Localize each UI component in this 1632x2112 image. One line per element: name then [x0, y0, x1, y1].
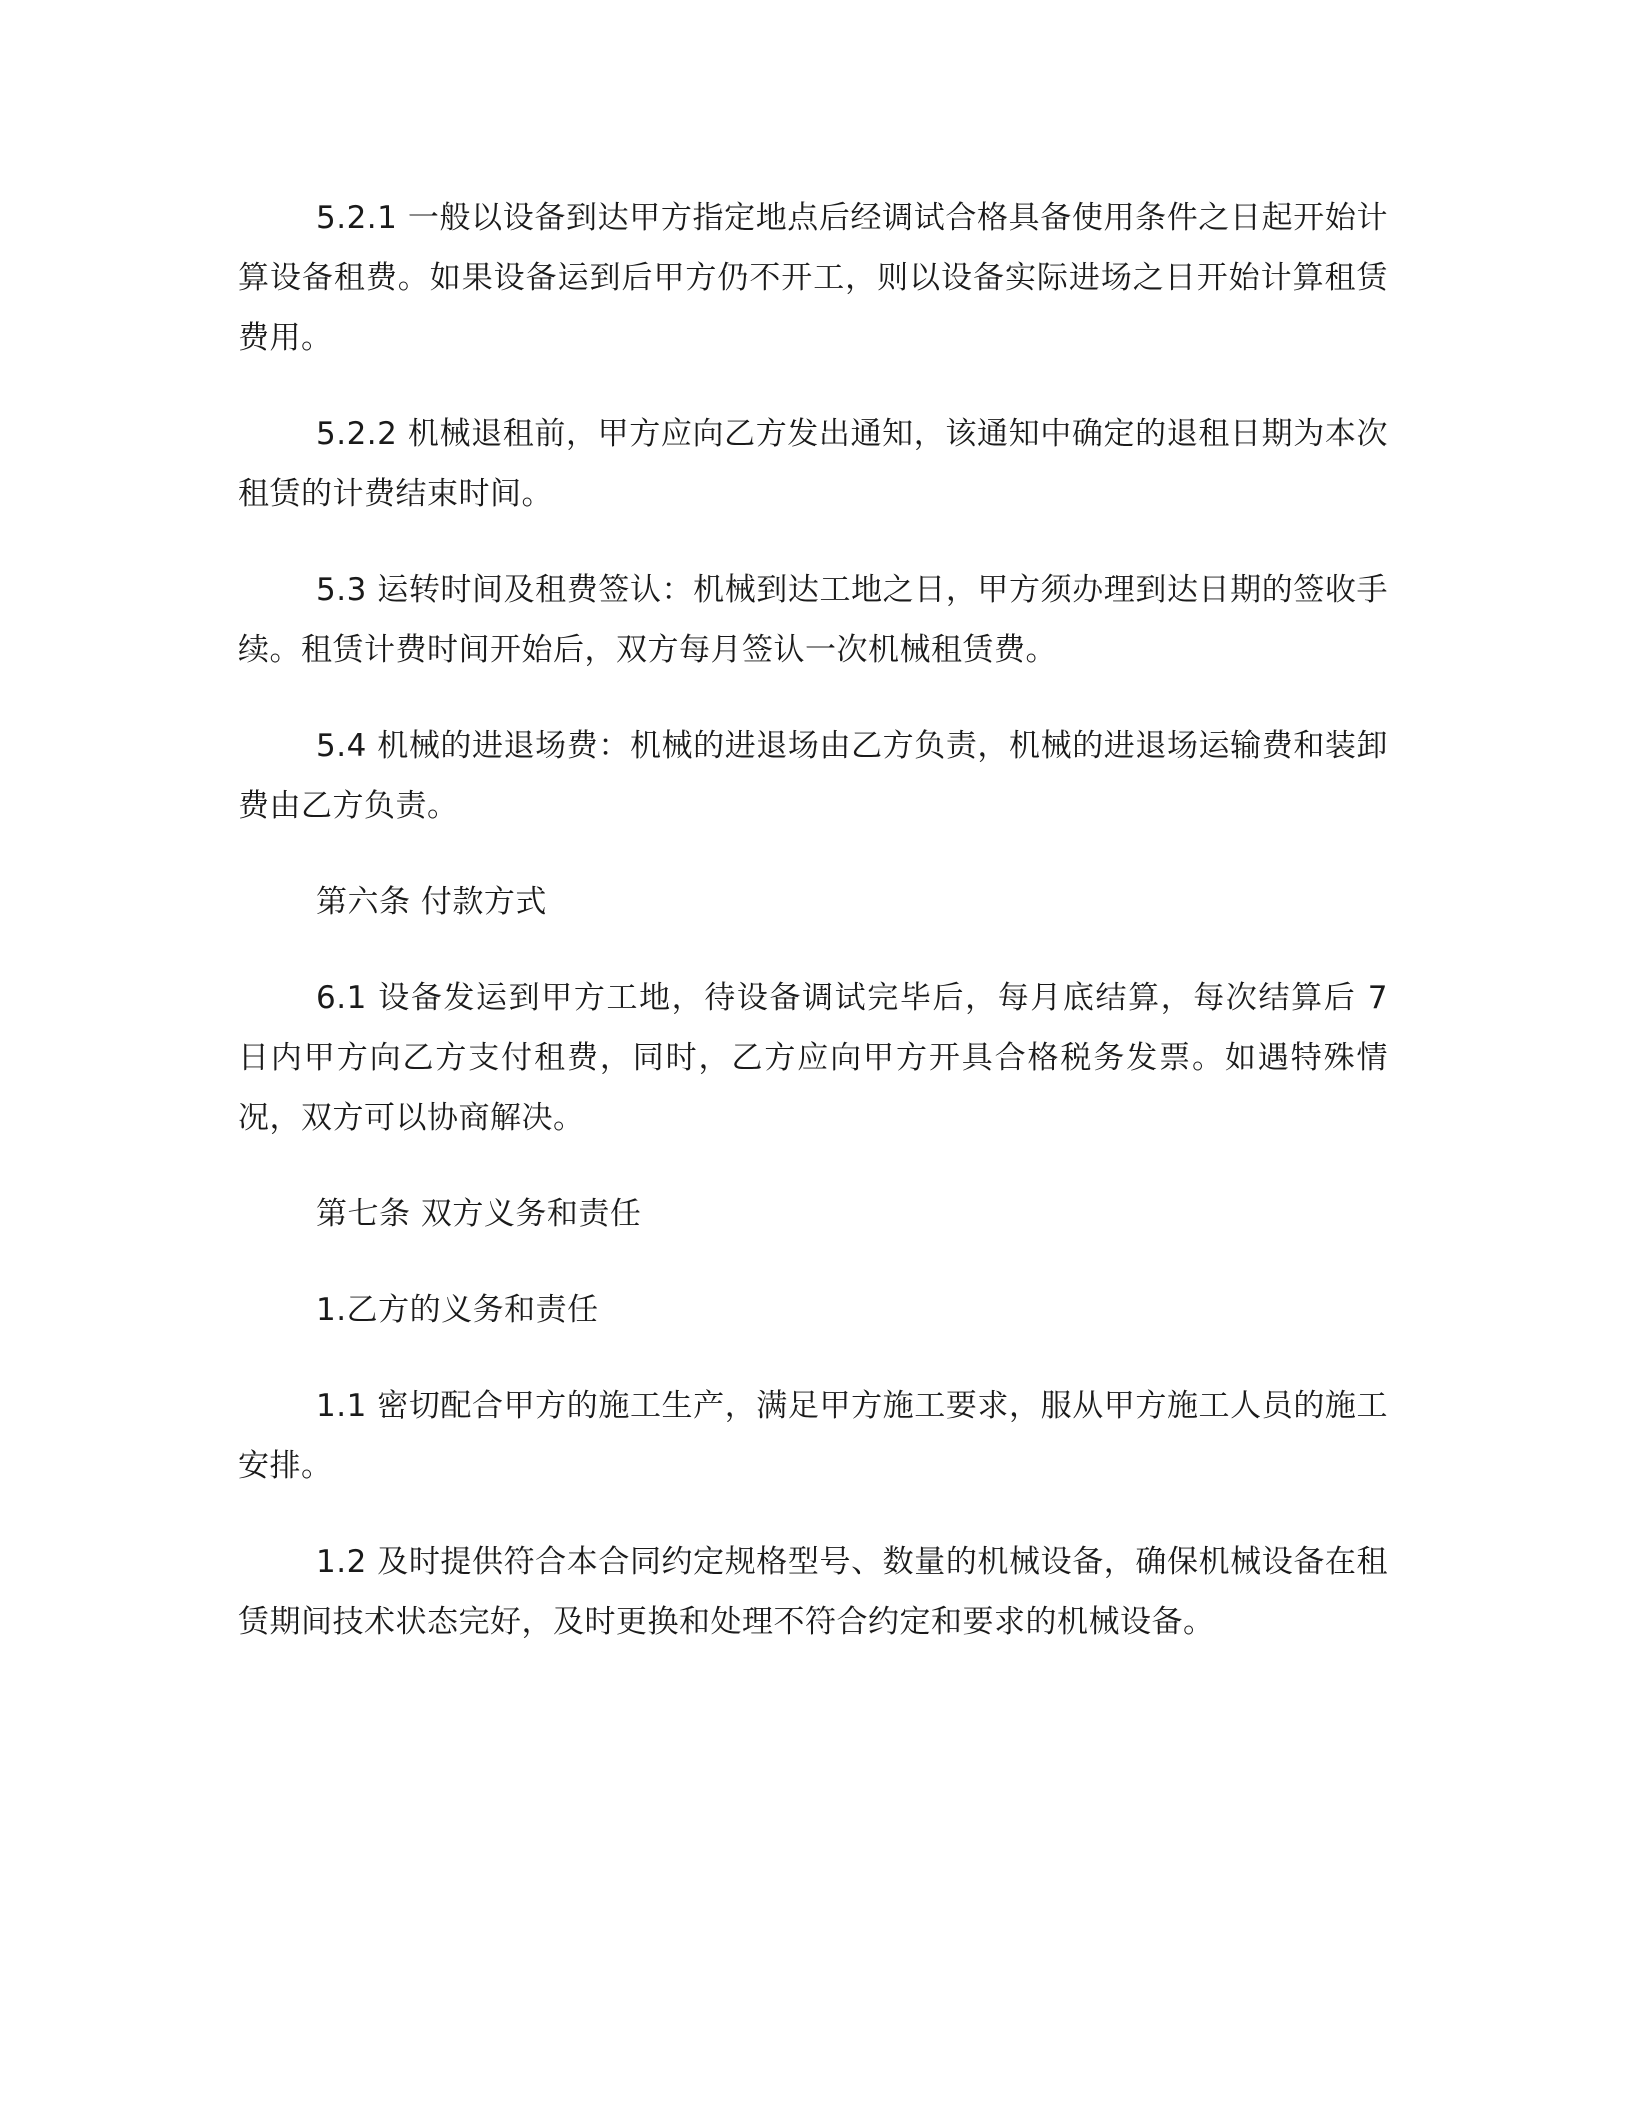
clause-6-1: 6.1 设备发运到甲方工地，待设备调试完毕后，每月底结算，每次结算后 7 日内甲方向乙方支付租费，同时，乙方应向甲方开具合格税务发票。如遇特殊情况，双方可以协商解决。	[238, 980, 1388, 1136]
clause-1-1: 1.1 密切配合甲方的施工生产，满足甲方施工要求，服从甲方施工人员的施工安排。	[238, 1388, 1388, 1484]
document-body	[238, 188, 1388, 1688]
clause-5-4: 5.4 机械的进退场费：机械的进退场由乙方负责，机械的进退场运输费和装卸费由乙方负责。	[238, 728, 1388, 824]
article-6-heading: 第六条 付款方式	[316, 884, 547, 920]
clause-5-2-1: 5.2.1 一般以设备到达甲方指定地点后经调试合格具备使用条件之日起开始计算设备租费。如果设备运到后甲方仍不开工，则以设备实际进场之日开始计算租赁费用。	[238, 200, 1388, 356]
clause-5-3: 5.3 运转时间及租费签认：机械到达工地之日，甲方须办理到达日期的签收手续。租赁计费时间开始后，双方每月签认一次机械租赁费。	[238, 572, 1388, 668]
clause-5-2-2: 5.2.2 机械退租前，甲方应向乙方发出通知，该通知中确定的退租日期为本次租赁的计费结束时间。	[238, 416, 1388, 512]
clause-1-2: 1.2 及时提供符合本合同约定规格型号、数量的机械设备，确保机械设备在租赁期间技术状态完好，及时更换和处理不符合约定和要求的机械设备。	[238, 1544, 1388, 1640]
section-1-heading: 1.乙方的义务和责任	[316, 1292, 599, 1328]
article-7-heading: 第七条 双方义务和责任	[316, 1196, 642, 1232]
